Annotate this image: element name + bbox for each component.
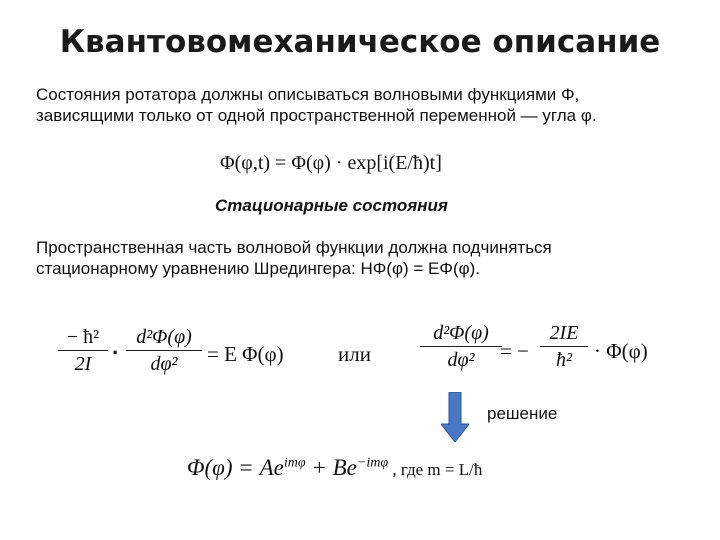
para2-line-1: Пространственная часть волновой функции должна подчиняться xyxy=(36,238,552,257)
fraction-bar xyxy=(126,350,202,351)
derivative-numerator: d²Φ(φ) xyxy=(136,326,192,348)
equals-minus: = − xyxy=(500,339,529,363)
equation-tail: · Φ(φ) xyxy=(594,339,648,363)
energy-denominator: ħ² xyxy=(556,349,572,371)
multiplication-dot: · xyxy=(112,340,120,365)
coefficient-fraction xyxy=(58,326,108,375)
or-word: или xyxy=(338,342,371,366)
energy-fraction xyxy=(540,322,588,371)
fraction-bar xyxy=(420,346,502,347)
solution-lhs: Φ(φ) = Ae xyxy=(187,455,284,480)
fraction-bar xyxy=(58,350,108,351)
fraction-bar xyxy=(540,346,588,347)
derivative-denominator: dφ² xyxy=(150,353,178,375)
exponent-positive: imφ xyxy=(283,455,306,471)
para2-line-2: стационарному уравнению Шредингера: HΦ(φ) = EΦ(φ). xyxy=(36,259,481,278)
derivative-fraction xyxy=(126,326,202,375)
coefficient-denominator: 2I xyxy=(74,353,92,375)
solution-formula xyxy=(187,455,482,481)
solution-plus-term: + Be xyxy=(305,455,357,480)
energy-numerator: 2IE xyxy=(549,322,579,344)
slide-title: Квантовомеханическое описание xyxy=(59,24,661,60)
solution-label: решение xyxy=(487,404,558,423)
time-dependent-formula: Φ(φ,t) = Φ(φ) · exp[i(E/ħ)t] xyxy=(220,152,442,174)
intro-line-2: зависящими только от одной пространственной переменной — угла φ. xyxy=(36,106,597,125)
intro-line-1: Состояния ротатора должны описываться волновыми функциями Φ, xyxy=(36,85,580,104)
derivative-fraction-right xyxy=(420,322,502,371)
coefficient-numerator: − ħ² xyxy=(66,326,100,348)
exponent-negative: −imφ xyxy=(356,455,389,471)
solution-condition: , где m = L/ħ xyxy=(388,460,483,479)
equation-rhs: = E Φ(φ) xyxy=(207,342,284,366)
derivative-denominator: dφ² xyxy=(447,349,475,371)
derivative-numerator: d²Φ(φ) xyxy=(433,322,489,344)
down-arrow-icon xyxy=(441,392,469,442)
section-subtitle: Стационарные состояния xyxy=(215,196,448,215)
